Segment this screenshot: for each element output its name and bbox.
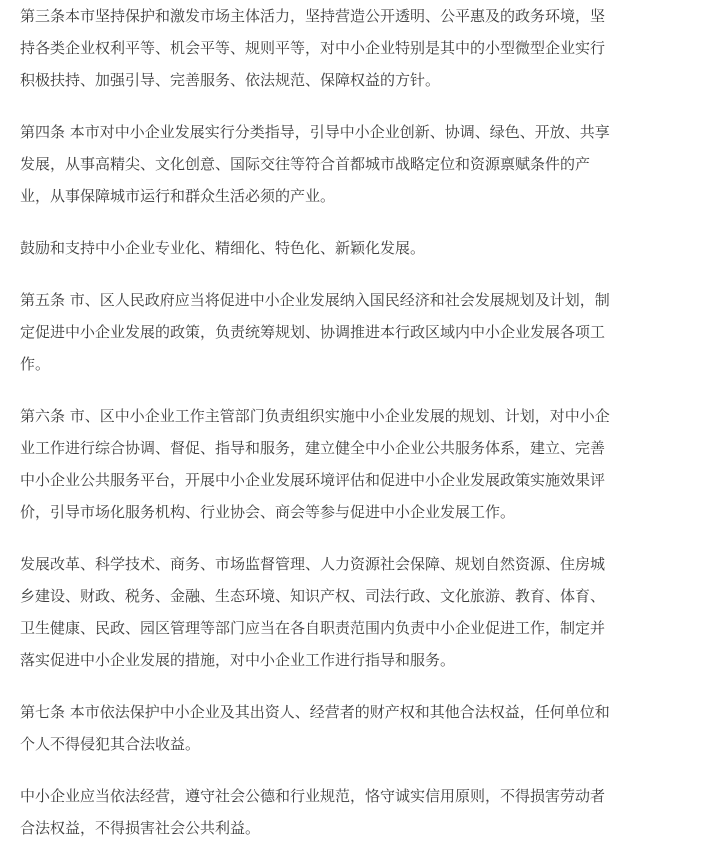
- text-line: 中小企业公共服务平台，开展中小企业发展环境评估和促进中小企业发展政策实施效果评: [20, 471, 606, 489]
- text-line: 作。: [20, 355, 51, 373]
- paragraph-article-6-departments: [20, 548, 692, 676]
- paragraph-article-7-obligations: [20, 780, 692, 844]
- text-line: 个人不得侵犯其合法收益。: [20, 735, 201, 753]
- text-line: 第三条本市坚持保护和激发市场主体活力，坚持营造公开透明、公平惠及的政务环境，坚: [20, 7, 606, 25]
- text-line: 第六条 市、区中小企业工作主管部门负责组织实施中小企业发展的规划、计划，对中小企: [20, 407, 610, 425]
- text-line: 发展，从事高精尖、文化创意、国际交往等符合首都城市战略定位和资源禀赋条件的产: [20, 155, 591, 173]
- text-line: 中小企业应当依法经营，遵守社会公德和行业规范，恪守诚实信用原则，不得损害劳动者: [20, 787, 606, 805]
- text-line: 鼓励和支持中小企业专业化、精细化、特色化、新颖化发展。: [20, 239, 426, 257]
- text-line: 乡建设、财政、税务、金融、生态环境、知识产权、司法行政、文化旅游、教育、体育、: [20, 587, 606, 605]
- text-line: 第七条 本市依法保护中小企业及其出资人、经营者的财产权和其他合法权益，任何单位和: [20, 703, 610, 721]
- paragraph-article-4: [20, 116, 692, 212]
- text-line: 合法权益，不得损害社会公共利益。: [20, 819, 261, 837]
- document-body: [20, 0, 692, 844]
- text-line: 定促进中小企业发展的政策，负责统筹规划、协调推进本行政区域内中小企业发展各项工: [20, 323, 606, 341]
- text-line: 第四条 本市对中小企业发展实行分类指导，引导中小企业创新、协调、绿色、开放、共享: [20, 123, 610, 141]
- text-line: 业工作进行综合协调、督促、指导和服务，建立健全中小企业公共服务体系，建立、完善: [20, 439, 606, 457]
- text-line: 落实促进中小企业发展的措施，对中小企业工作进行指导和服务。: [20, 651, 456, 669]
- text-line: 持各类企业权利平等、机会平等、规则平等，对中小企业特别是其中的小型微型企业实行: [20, 39, 606, 57]
- paragraph-article-3: [20, 0, 692, 96]
- paragraph-article-5: [20, 284, 692, 380]
- paragraph-article-4-support: [20, 232, 692, 264]
- paragraph-article-6: [20, 400, 692, 528]
- text-line: 业，从事保障城市运行和群众生活必须的产业。: [20, 187, 336, 205]
- text-line: 价，引导市场化服务机构、行业协会、商会等参与促进中小企业发展工作。: [20, 503, 516, 521]
- text-line: 第五条 市、区人民政府应当将促进中小企业发展纳入国民经济和社会发展规划及计划，制: [20, 291, 610, 309]
- text-line: 积极扶持、加强引导、完善服务、依法规范、保障权益的方针。: [20, 71, 441, 89]
- text-line: 卫生健康、民政、园区管理等部门应当在各自职责范围内负责中小企业促进工作，制定并: [20, 619, 606, 637]
- paragraph-article-7: [20, 696, 692, 760]
- text-line: 发展改革、科学技术、商务、市场监督管理、人力资源社会保障、规划自然资源、住房城: [20, 555, 606, 573]
